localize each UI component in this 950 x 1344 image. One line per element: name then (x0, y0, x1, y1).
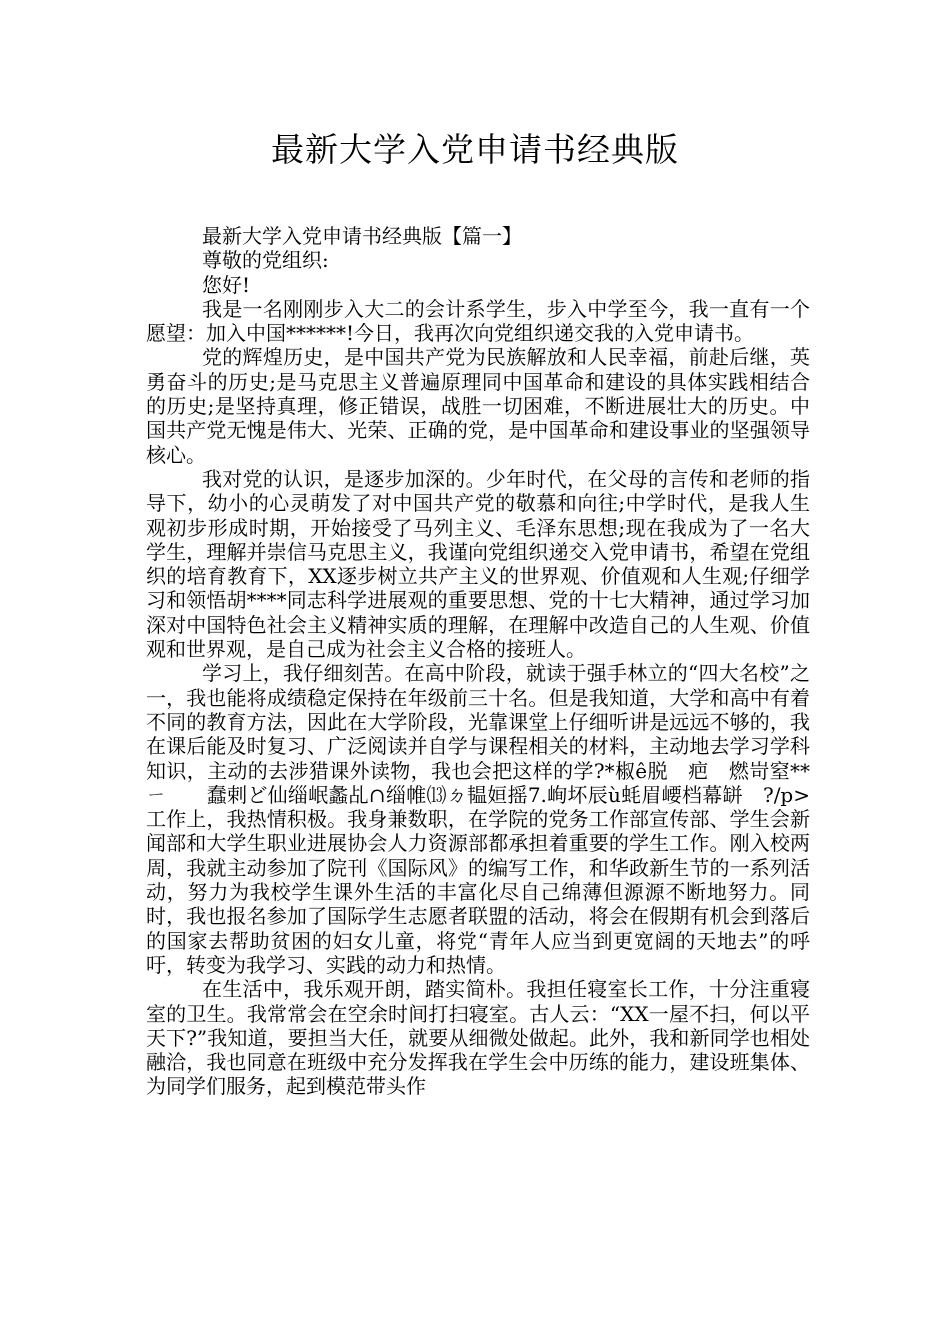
paragraph-intro: 我是一名刚刚步入大二的会计系学生，步入中学至今，我一直有一个愿望：加入中国******!今日，我再次向党组织递交我的入党申请书。 (146, 296, 810, 346)
paragraph-party-history: 党的辉煌历史，是中国共产党为民族解放和人民幸福，前赴后继，英勇奋斗的历史;是马克思主义普遍原理同中国革命和建设的具体实践相结合的历史;是坚持真理，修正错误，战胜一切困难，不断进展壮大的历史。中国共产党无愧是伟大、光荣、正确的党，是中国革命和建设事业的坚强领导核心。 (146, 345, 810, 467)
salutation: 尊敬的党组织: (202, 248, 329, 273)
greeting: 您好! (202, 272, 251, 297)
document-body (146, 224, 850, 1099)
paragraph-study-work: 学习上，我仔细刻苦。在高中阶段，就读于强手林立的“四大名校”之一，我也能将成绩稳定保持在年级前三十名。但是我知道，大学和高中有着不同的教育方法，因此在大学阶段，光靠课堂上仔细听讲是远远不够的，我在课后能及时复习、广泛阅读并自学与课程相关的材料，主动地去学习学科知识，主动的去涉猎课外读物，我也会把这样的学?*椒ê脱 疤 燃岢窒**ㄧ 蠢剌ど仙缁岷蠡乩∩缁帷⒀ㄉ韫姮摇7.峋坏辰ù蚝眉崾档幕缾 ?/p> 工作上，我热情积极。我身兼数职，在学院的党务工作部宣传部、学生会新闻部和大学生职业进展协会人力资源部都承担着重要的学生工作。刚入校两周，我就主动参加了院刊《国际风》的编写工作，和华政新生节的一系列活动，努力为我校学生课外生活的丰富化尽自己绵薄但源源不断地努力。同时，我也报名参加了国际学生志愿者联盟的活动，将会在假期有机会到落后的国家去帮助贫困的妇女儿童，将党“青年人应当到更宽阔的天地去”的呼吁，转变为我学习、实践的动力和热情。 (146, 661, 850, 977)
paragraph-understanding: 我对党的认识，是逐步加深的。少年时代，在父母的言传和老师的指导下，幼小的心灵萌发了对中国共产党的敬慕和向往;中学时代，是我人生观初步形成时期，开始接受了马列主义、毛泽东思想;现在我成为了一名大学生，理解并崇信马克思主义，我谨向党组织递交入党申请书，希望在党组织的培育教育下，XX逐步树立共产主义的世界观、价值观和人生观;仔细学习和领悟胡****同志科学进展观的重要思想、党的十七大精神，通过学习加深对中国特色社会主义精神实质的理解，在理解中改造自己的人生观、价值观和世界观，是自己成为社会主义合格的接班人。 (146, 466, 810, 662)
section-heading: 最新大学入党申请书经典版【篇一】 (202, 224, 522, 248)
paragraph-life: 在生活中，我乐观开朗，踏实简朴。我担任寝室长工作，十分注重寝室的卫生。我常常会在空余时间打扫寝室。古人云：“XX一屋不扫，何以平天下?”我知道，要担当大任，就要从细微处做起。此外，我和新同学也相处融洽，我也同意在班级中充分发挥我在学生会中历练的能力，建设班集体、为同学们服务，起到模范带头作 (146, 977, 810, 1099)
document-title: 最新大学入党申请书经典版 (271, 130, 679, 169)
